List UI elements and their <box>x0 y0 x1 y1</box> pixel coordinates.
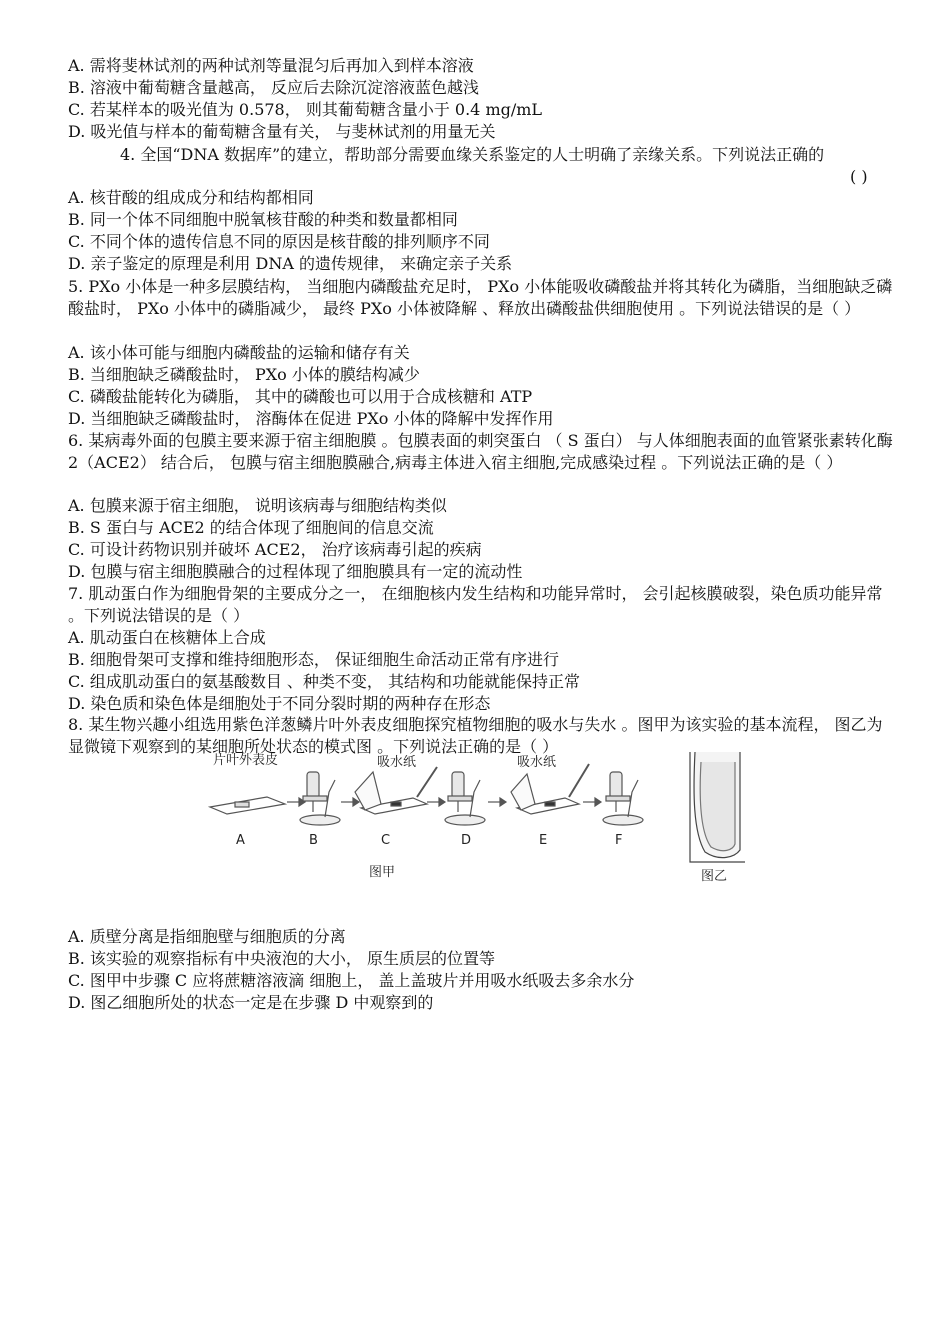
figure-caption-right: 图乙 <box>701 869 728 884</box>
q6-option-d: D. 包膜与宿主细胞膜融合的过程体现了细胞膜具有一定的流动性 <box>68 562 523 581</box>
step-label-f: F <box>615 833 623 848</box>
q4-stem: 4. 全国“DNA 数据库”的建立，帮助部分需要血缘关系鉴定的人士明确了亲缘关系。下列说法正确的 <box>120 145 825 164</box>
q3-option-d: D. 吸光值与样本的葡萄糖含量有关， 与斐林试剂的用量无关 <box>68 122 496 141</box>
q5-option-d: D. 当细胞缺乏磷酸盐时， 溶酶体在促进 PXo 小体的降解中发挥作用 <box>68 409 554 428</box>
microscope-icon <box>300 772 340 825</box>
q7-stem: 7. 肌动蛋白作为细胞骨架的主要成分之一， 在细胞核内发生结构和功能异常时， 会引起核膜破裂，染色质功能异常 。下列说法错误的是（ ） <box>68 584 883 625</box>
q4-option-b: B. 同一个体不同细胞中脱氧核苷酸的种类和数量都相同 <box>68 210 458 229</box>
q5-option-c: C. 磷酸盐能转化为磷脂， 其中的磷酸也可以用于合成核糖和 ATP <box>68 387 533 406</box>
q7-option-d: D. 染色质和染色体是细胞处于不同分裂时期的两种存在形态 <box>68 694 491 713</box>
step-label-b: B <box>309 833 318 848</box>
q7-option-a: A. 肌动蛋白在核糖体上合成 <box>68 628 266 647</box>
q6-option-a: A. 包膜来源于宿主细胞， 说明该病毒与细胞结构类似 <box>68 496 447 515</box>
q6-option-b: B. S 蛋白与 ACE2 的结合体现了细胞间的信息交流 <box>68 518 434 537</box>
arrow-icon <box>287 798 305 806</box>
slide-icon <box>210 797 285 814</box>
q4-option-c: C. 不同个体的遗传信息不同的原因是核苷酸的排列顺序不同 <box>68 232 490 251</box>
q7-option-c: C. 组成肌动蛋白的氨基酸数目 、种类不变， 其结构和功能就能保持正常 <box>68 672 581 691</box>
q5-stem: 5. PXo 小体是一种多层膜结构， 当细胞内磷酸盐充足时， PXo 小体能吸收磷酸盐并将其转化为磷脂，当细胞缺乏磷酸盐时， PXo 小体中的磷脂减少， 最终 PXo 小体被降解 、释放出磷酸盐供细胞使用 。下列说法错误的是（ ） <box>68 277 893 318</box>
q3-option-c: C. 若某样本的吸光值为 0.578， 则其葡萄糖含量小于 0.4 mg/mL <box>68 100 543 119</box>
microscope-icon <box>603 772 643 825</box>
q7-option-b: B. 细胞骨架可支撑和维持细胞形态， 保证细胞生命活动正常有序进行 <box>68 650 560 669</box>
q5-option-b: B. 当细胞缺乏磷酸盐时， PXo 小体的膜结构减少 <box>68 365 420 384</box>
q5-option-a: A. 该小体可能与细胞内磷酸盐的运输和储存有关 <box>68 343 410 362</box>
q8-option-b: B. 该实验的观察指标有中央液泡的大小， 原生质层的位置等 <box>68 949 496 968</box>
q8-option-a: A. 质壁分离是指细胞壁与细胞质的分离 <box>68 927 346 946</box>
figure-caption-left: 图甲 <box>369 865 396 880</box>
q8-option-d: D. 图乙细胞所处的状态一定是在步骤 D 中观察到的 <box>68 993 434 1012</box>
step-label-a: A <box>236 833 245 848</box>
epidermis-label: 片叶外表皮 <box>213 753 279 768</box>
q3-option-b: B. 溶液中葡萄糖含量越高， 反应后去除沉淀溶液蓝色越浅 <box>68 78 480 97</box>
blotting-paper-icon <box>355 767 437 814</box>
experiment-figure <box>205 752 750 892</box>
arrow-icon <box>488 798 506 806</box>
q4-answer-paren: ( ) <box>850 167 868 186</box>
plant-cell-diagram <box>690 752 745 862</box>
blotting-paper-icon <box>511 764 589 814</box>
arrow-icon <box>341 798 359 806</box>
q6-stem: 6. 某病毒外面的包膜主要来源于宿主细胞膜 。包膜表面的刺突蛋白 （ S 蛋白） 与人体细胞表面的血管紧张素转化酶 2（ACE2） 结合后， 包膜与宿主细胞膜融合,病毒主体进入宿主细胞,完成感染过程 。下列说法正确的是（ ） <box>68 431 893 472</box>
step-label-e: E <box>539 833 548 848</box>
arrow-icon <box>583 798 601 806</box>
microscope-icon <box>445 772 485 825</box>
blotting-paper-label: 吸水纸 <box>517 755 557 770</box>
q4-option-d: D. 亲子鉴定的原理是利用 DNA 的遗传规律， 来确定亲子关系 <box>68 254 513 273</box>
blotting-paper-label: 吸水纸 <box>377 755 417 770</box>
q4-option-a: A. 核苷酸的组成成分和结构都相同 <box>68 188 314 207</box>
step-label-d: D <box>461 833 472 848</box>
q3-option-a: A. 需将斐林试剂的两种试剂等量混匀后再加入到样本溶液 <box>68 56 474 75</box>
q8-option-c: C. 图甲中步骤 C 应将蔗糖溶液滴 细胞上， 盖上盖玻片并用吸水纸吸去多余水分 <box>68 971 635 990</box>
q8-stem: 8. 某生物兴趣小组选用紫色洋葱鳞片叶外表皮细胞探究植物细胞的吸水与失水 。图甲为该实验的基本流程， 图乙为显微镜下观察到的某细胞所处状态的模式图 。下列说法正确的是（ ） <box>68 715 883 756</box>
q6-option-c: C. 可设计药物识别并破坏 ACE2， 治疗该病毒引起的疾病 <box>68 540 482 559</box>
step-label-c: C <box>381 833 391 848</box>
arrow-icon <box>427 798 445 806</box>
